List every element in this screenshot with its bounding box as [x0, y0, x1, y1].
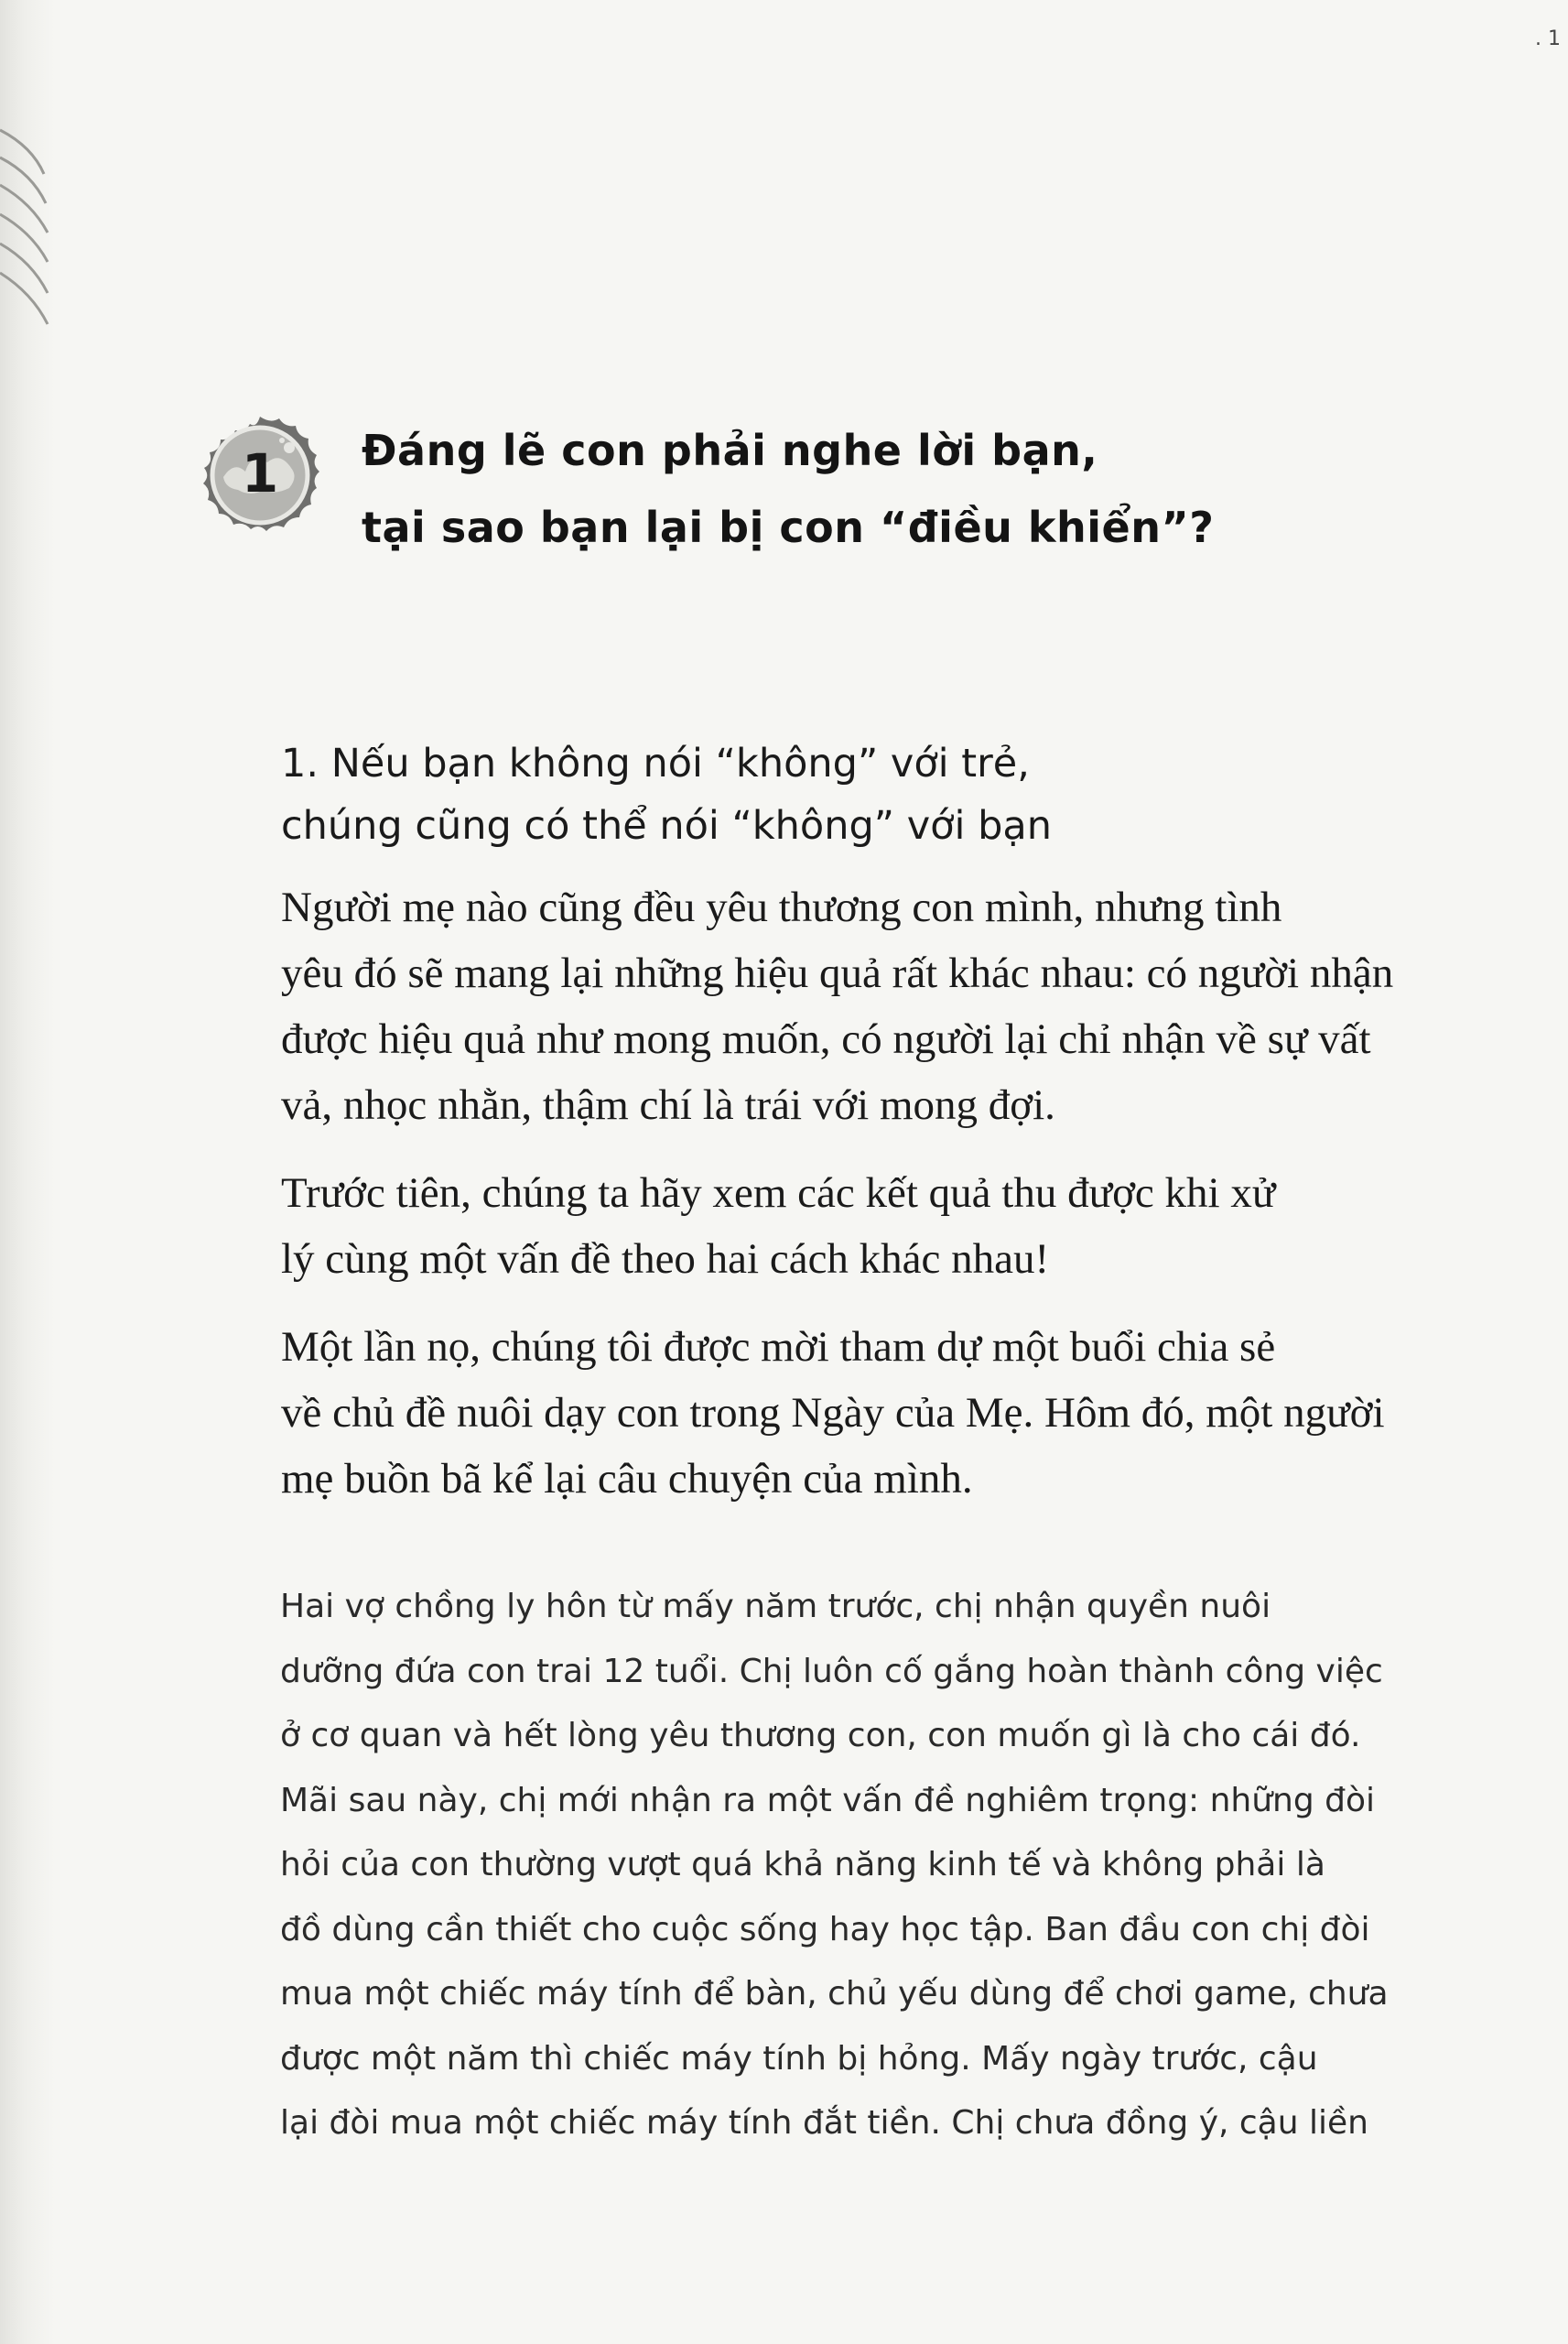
section-heading	[281, 732, 1379, 857]
chapter-title-line: tại sao bạn lại bị con “điều khiển”?	[362, 503, 1215, 552]
paragraph-line: vả, nhọc nhằn, thậm chí là trái với mong đợi.	[281, 1081, 1055, 1129]
story-line: hỏi của con thường vượt quá khả năng kinh tế và không phải là	[280, 1846, 1325, 1883]
paragraph-line: về chủ đề nuôi dạy con trong Ngày của Mẹ. Hôm đó, một người	[281, 1389, 1385, 1437]
paragraph-line: lý cùng một vấn đề theo hai cách khác nhau!	[281, 1235, 1050, 1283]
section-heading-line: 1. Nếu bạn không nói “không” với trẻ,	[281, 741, 1030, 787]
paragraph-line: Một lần nọ, chúng tôi được mời tham dự một buổi chia sẻ	[281, 1323, 1276, 1371]
story-line: Mãi sau này, chị mới nhận ra một vấn đề nghiêm trọng: những đòi	[280, 1781, 1376, 1819]
story-line: được một năm thì chiếc máy tính bị hỏng. Mấy ngày trước, cậu	[280, 2039, 1318, 2078]
chapter-number-badge	[187, 400, 333, 547]
page-gutter-shadow	[0, 0, 55, 2344]
story-line: Hai vợ chồng ly hôn từ mấy năm trước, chị nhận quyền nuôi	[280, 1588, 1271, 1625]
story-line: lại đòi mua một chiếc máy tính đắt tiền. Chị chưa đồng ý, cậu liền	[280, 2104, 1368, 2142]
page-curl-lines	[0, 119, 64, 339]
paragraph-2	[281, 1160, 1347, 1292]
chapter-number: 1	[241, 442, 279, 505]
section-heading-line: chúng cũng có thể nói “không” với bạn	[281, 803, 1053, 849]
story-line: đồ dùng cần thiết cho cuộc sống hay học tập. Ban đầu con chị đòi	[280, 1910, 1370, 1948]
paragraph-line: Người mẹ nào cũng đều yêu thương con mình, nhưng tình	[281, 884, 1282, 931]
chapter-title-line: Đáng lẽ con phải nghe lời bạn,	[362, 426, 1098, 475]
paragraph-3	[281, 1314, 1385, 1512]
chapter-title	[362, 412, 1368, 566]
paragraph-1	[281, 874, 1394, 1138]
story-line: dưỡng đứa con trai 12 tuổi. Chị luôn cố gắng hoàn thành công việc	[280, 1652, 1383, 1690]
paragraph-line: Trước tiên, chúng ta hãy xem các kết quả thu được khi xử	[281, 1169, 1276, 1217]
paragraph-line: được hiệu quả như mong muốn, có người lại chỉ nhận về sự vất	[281, 1015, 1371, 1063]
page-corner-mark: . 1	[1535, 27, 1561, 50]
paragraph-line: yêu đó sẽ mang lại những hiệu quả rất khác nhau: có người nhận	[281, 950, 1394, 997]
paragraph-line: mẹ buồn bã kể lại câu chuyện của mình.	[281, 1455, 973, 1503]
story-line: mua một chiếc máy tính để bàn, chủ yếu dùng để chơi game, chưa	[280, 1975, 1389, 2013]
story-excerpt	[280, 1575, 1389, 2156]
story-line: ở cơ quan và hết lòng yêu thương con, con muốn gì là cho cái đó.	[280, 1717, 1361, 1754]
